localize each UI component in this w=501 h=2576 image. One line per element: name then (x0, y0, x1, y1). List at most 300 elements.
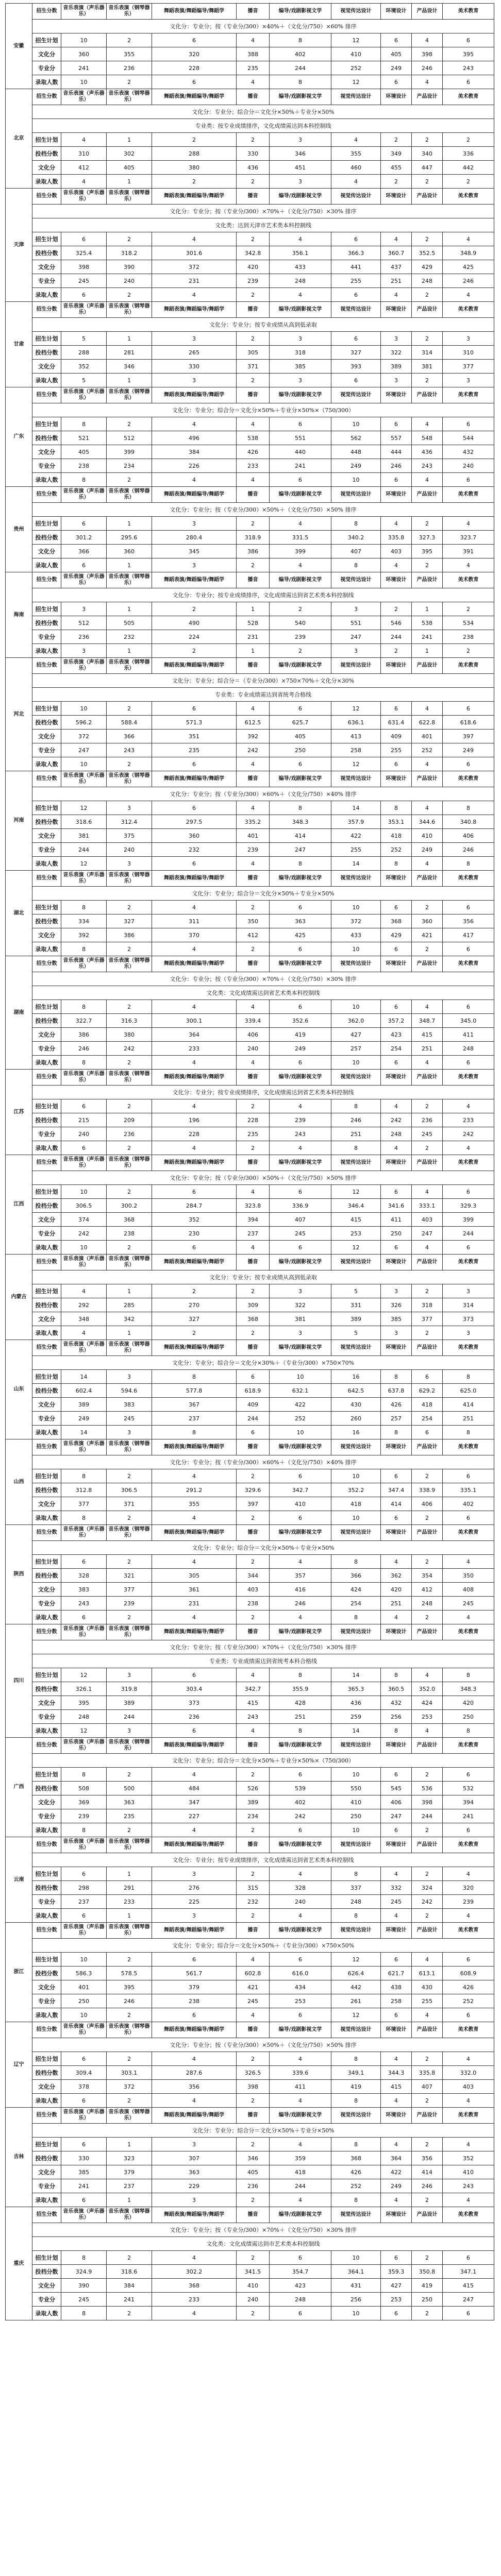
table-cell: 250 (270, 743, 331, 757)
table-cell: 357 (270, 1569, 331, 1583)
row-label: 招生计划 (32, 602, 61, 616)
table-cell: 2 (237, 332, 270, 346)
table-cell: 372 (331, 914, 381, 928)
row-label: 投档分数 (32, 616, 61, 630)
table-row (6, 1994, 494, 2008)
table-cell: 392 (61, 928, 107, 942)
row-label: 投档分数 (32, 2066, 61, 2080)
table-cell: 300.2 (107, 1199, 152, 1213)
table-row (6, 417, 494, 431)
table-cell: 561.7 (152, 1967, 237, 1980)
province-name: 辽宁 (6, 2022, 32, 2108)
row-label: 录取人数 (32, 757, 61, 771)
table-cell: 10 (61, 757, 107, 771)
table-cell: 4 (381, 1141, 412, 1155)
table-cell: 332 (381, 1881, 412, 1895)
table-cell: 8 (381, 1724, 412, 1738)
row-label: 招生计划 (32, 1555, 61, 1569)
table-cell: 330 (152, 360, 237, 374)
table-cell: 245 (107, 1412, 152, 1426)
table-row (6, 232, 494, 246)
table-cell: 12 (331, 1953, 381, 1967)
table-cell: 242 (412, 1895, 443, 1909)
column-header-b: 音乐表演（声乐器乐） (61, 1439, 107, 1455)
table-cell: 2 (152, 1326, 237, 1340)
table-cell: 415 (237, 1696, 270, 1710)
table-cell: 366 (331, 1569, 381, 1583)
table-cell: 6 (270, 2251, 331, 2265)
table-cell: 344.3 (381, 2066, 412, 2080)
table-cell: 6 (443, 33, 494, 47)
table-cell: 248 (443, 1042, 494, 1056)
table-cell: 6 (270, 1953, 331, 1967)
table-cell: 327.3 (412, 531, 443, 545)
table-cell: 4 (270, 2193, 331, 2207)
province-note-row (6, 688, 494, 702)
table-cell: 244 (237, 1412, 270, 1426)
table-cell: 2 (237, 2052, 270, 2066)
table-cell: 254 (381, 1042, 412, 1056)
table-cell: 2 (107, 757, 152, 771)
table-cell: 3 (107, 1370, 152, 1384)
table-cell: 4 (237, 1241, 270, 1255)
column-header-g: 视觉传达设计 (331, 1439, 381, 1455)
table-cell: 373 (152, 1696, 237, 1710)
table-cell: 436 (331, 1696, 381, 1710)
table-cell: 3 (107, 801, 152, 815)
table-cell: 300.1 (152, 1014, 237, 1028)
table-cell: 316.3 (107, 1014, 152, 1028)
row-label: 招生计划 (32, 332, 61, 346)
table-cell: 346.4 (331, 1199, 381, 1213)
table-cell: 4 (152, 1611, 237, 1624)
table-cell: 350.8 (412, 2265, 443, 2279)
table-cell: 3 (152, 1909, 237, 1923)
table-cell: 310 (61, 147, 107, 161)
table-cell: 392 (237, 730, 270, 743)
table-cell: 240 (237, 2293, 270, 2307)
row-label: 录取人数 (32, 1611, 61, 1624)
table-cell: 4 (270, 1909, 331, 1923)
table-cell: 323.8 (237, 1199, 270, 1213)
table-cell: 4 (412, 1668, 443, 1682)
table-cell: 255 (331, 843, 381, 857)
province-note: 文化分：专业分；按（专业分/300）×50%＋（文化分/750）×50% 排序 (32, 1171, 494, 1185)
table-cell: 196 (152, 1113, 237, 1127)
column-header-j: 美术教育 (443, 658, 494, 674)
table-cell: 544 (443, 431, 494, 445)
table-cell: 6 (443, 2251, 494, 2265)
table-cell: 4 (270, 1141, 331, 1155)
province-name: 云南 (6, 1837, 32, 1923)
column-header-g: 视觉传达设计 (331, 302, 381, 318)
table-cell: 318 (270, 346, 331, 360)
table-row (6, 1823, 494, 1837)
column-header-d: 舞蹈表演/舞蹈编导/舞蹈学 (152, 1155, 237, 1171)
province-name: 广东 (6, 387, 32, 487)
table-cell: 360.5 (381, 1682, 412, 1696)
table-cell: 251 (381, 274, 412, 288)
table-cell: 3 (443, 332, 494, 346)
table-cell: 255 (412, 1994, 443, 2008)
table-cell: 239 (443, 1895, 494, 1909)
table-cell: 4 (443, 2193, 494, 2207)
row-label: 招生计划 (32, 2251, 61, 2265)
table-cell: 551 (270, 431, 331, 445)
table-cell: 422 (270, 1398, 331, 1412)
row-label: 招生计划 (32, 33, 61, 47)
table-cell: 3 (152, 558, 237, 572)
column-header-h: 环境设计 (381, 89, 412, 105)
table-cell: 6 (61, 1611, 107, 1624)
province-note: 文化分：专业分；综合分＝（专业分/300）×750×70%＋文化分×30% (32, 674, 494, 688)
table-cell: 3 (61, 644, 107, 658)
table-cell: 6 (443, 942, 494, 956)
table-row (6, 288, 494, 302)
province-name: 江西 (6, 1155, 32, 1255)
table-cell: 8 (61, 1469, 107, 1483)
table-cell: 247 (412, 1227, 443, 1241)
column-header-g: 视觉传达设计 (331, 2207, 381, 2223)
table-cell: 380 (107, 1028, 152, 1042)
province-name: 河北 (6, 658, 32, 771)
table-row (6, 1042, 494, 1056)
province-header-row (6, 1070, 494, 1086)
table-cell: 500 (107, 1782, 152, 1795)
column-header-j: 美术教育 (443, 387, 494, 403)
column-header-e: 播音 (237, 302, 270, 318)
column-header-b: 音乐表演（声乐器乐） (61, 1738, 107, 1754)
table-row (6, 2165, 494, 2179)
table-row (6, 1326, 494, 1340)
table-cell: 4 (412, 1724, 443, 1738)
table-cell: 6 (270, 417, 331, 431)
province-header-row (6, 1624, 494, 1640)
column-header-f: 编导/戏剧影视文学 (270, 658, 331, 674)
province-note: 文化分：专业分；按专业成绩排序，文化成绩需达到省艺术类本科控制线 (32, 588, 494, 602)
row-label: 专业分 (32, 274, 61, 288)
table-cell: 410 (331, 1795, 381, 1809)
table-cell: 4 (237, 702, 270, 716)
province-note: 文化分：专业分；综合分＝文化分×50%＋专业分×50% (32, 1541, 494, 1555)
column-header-b: 音乐表演（声乐器乐） (61, 1624, 107, 1640)
table-cell: 237 (152, 1412, 237, 1426)
table-cell: 370 (152, 928, 237, 942)
row-label: 录取人数 (32, 644, 61, 658)
table-cell: 4 (152, 2307, 237, 2320)
table-cell: 8 (270, 75, 331, 89)
table-cell: 423 (381, 1028, 412, 1042)
table-cell: 6 (61, 517, 107, 531)
table-cell: 422 (381, 2165, 412, 2179)
table-row (6, 843, 494, 857)
table-cell: 321 (107, 1569, 152, 1583)
column-header-i: 产品设计 (412, 658, 443, 674)
table-cell: 338.9 (412, 1483, 443, 1497)
column-header-d: 舞蹈表演/舞蹈编导/舞蹈学 (152, 1738, 237, 1754)
column-header-h: 环境设计 (381, 1738, 412, 1754)
table-row (6, 133, 494, 147)
row-label: 文化分 (32, 1696, 61, 1710)
table-cell: 288 (152, 147, 237, 161)
province-header-row (6, 572, 494, 588)
table-cell: 14 (61, 1370, 107, 1384)
column-header-i: 产品设计 (412, 572, 443, 588)
table-cell: 2 (107, 417, 152, 431)
table-cell: 248 (270, 274, 331, 288)
column-header-g: 视觉传达设计 (331, 2022, 381, 2038)
column-header-c: 音乐表演（钢琴器乐） (107, 1070, 152, 1086)
table-cell: 534 (443, 616, 494, 630)
table-cell: 403 (443, 2080, 494, 2094)
table-row (6, 2279, 494, 2293)
table-cell: 245 (237, 1994, 270, 2008)
table-cell: 484 (152, 1782, 237, 1795)
table-cell: 632.1 (270, 1384, 331, 1398)
table-cell: 2 (237, 1768, 270, 1782)
column-header-e: 播音 (237, 1837, 270, 1853)
province-header-row (6, 871, 494, 887)
table-cell: 360 (61, 47, 107, 61)
province-note: 文化分：专业分；按（专业分/300）×70%＋（文化分/750）×30% 排序 (32, 1640, 494, 1654)
column-header-i: 产品设计 (412, 487, 443, 503)
province-note: 文化分：专业分；按（专业分/300）×50%＋（文化分/750）×50% 排序 (32, 2038, 494, 2052)
table-cell: 3 (331, 644, 381, 658)
table-row (6, 2080, 494, 2094)
table-cell: 6 (152, 801, 237, 815)
table-cell: 2 (107, 75, 152, 89)
table-cell: 4 (270, 232, 331, 246)
table-cell: 335.1 (443, 1483, 494, 1497)
table-cell: 380 (152, 161, 237, 175)
column-header-label: 招生分数 (32, 1837, 61, 1853)
column-header-g: 视觉传达设计 (331, 189, 381, 205)
row-label: 投档分数 (32, 147, 61, 161)
table-cell: 2 (107, 702, 152, 716)
row-label: 专业分 (32, 1895, 61, 1909)
table-cell: 426 (331, 2165, 381, 2179)
province-note: 文化分：专业分；综合分＝文化分×50%＋专业分×50%×（750/300） (32, 1754, 494, 1768)
column-header-h: 环境设计 (381, 658, 412, 674)
table-cell: 618.9 (237, 1384, 270, 1398)
table-row (6, 1469, 494, 1483)
table-cell: 364 (381, 2151, 412, 2165)
table-cell: 318.6 (61, 815, 107, 829)
column-header-h: 环境设计 (381, 487, 412, 503)
table-cell: 250 (331, 1809, 381, 1823)
row-label: 文化分 (32, 545, 61, 558)
province-header-row (6, 1439, 494, 1455)
table-cell: 6 (152, 1185, 237, 1199)
table-cell: 2 (107, 2094, 152, 2108)
table-cell: 245 (270, 1227, 331, 1241)
table-cell: 253 (270, 1994, 331, 2008)
table-cell: 305 (237, 346, 270, 360)
table-cell: 505 (107, 616, 152, 630)
province-note: 专业类：专业成绩需达到省统考本科合格线 (32, 1654, 494, 1668)
table-cell: 233 (107, 1895, 152, 1909)
column-header-j: 美术教育 (443, 1525, 494, 1541)
table-cell: 4 (412, 1953, 443, 1967)
table-cell: 4 (331, 175, 381, 189)
table-cell: 248 (331, 1895, 381, 1909)
province-note: 文化分：专业分；综合分＝文化分×50%＋专业分×50% (32, 2124, 494, 2138)
table-cell: 318 (412, 1298, 443, 1312)
table-cell: 2 (412, 288, 443, 302)
table-cell: 246 (443, 843, 494, 857)
table-cell: 327 (152, 1312, 237, 1326)
table-cell: 1 (107, 332, 152, 346)
column-header-d: 舞蹈表演/舞蹈编导/舞蹈学 (152, 2108, 237, 2124)
province-note-row (6, 2223, 494, 2237)
table-cell: 2 (412, 1511, 443, 1525)
column-header-label: 招生分数 (32, 2207, 61, 2223)
column-header-h: 环境设计 (381, 1340, 412, 1356)
table-cell: 389 (237, 1795, 270, 1809)
table-cell: 6 (381, 1511, 412, 1525)
table-cell: 356 (152, 2080, 237, 2094)
table-cell: 8 (61, 2307, 107, 2320)
table-cell: 368 (331, 2151, 381, 2165)
table-cell: 10 (61, 702, 107, 716)
column-header-b: 音乐表演（声乐器乐） (61, 89, 107, 105)
table-cell: 6 (270, 1768, 331, 1782)
table-row (6, 616, 494, 630)
table-cell: 233 (152, 2293, 237, 2307)
table-cell: 231 (152, 274, 237, 288)
table-cell: 259 (331, 1710, 381, 1724)
table-cell: 360 (412, 914, 443, 928)
column-header-b: 音乐表演（声乐器乐） (61, 1340, 107, 1356)
table-cell: 16 (331, 1426, 381, 1439)
column-header-h: 环境设计 (381, 572, 412, 588)
table-cell: 247 (381, 1809, 412, 1823)
column-header-i: 产品设计 (412, 771, 443, 787)
row-label: 文化分 (32, 2165, 61, 2179)
table-cell: 430 (331, 1398, 381, 1412)
province-note: 文化分：专业分；按专业成绩从高到低录取 (32, 318, 494, 332)
table-cell: 238 (61, 459, 107, 473)
table-cell: 3 (381, 1284, 412, 1298)
table-cell: 2 (237, 1611, 270, 1624)
row-label: 专业分 (32, 1994, 61, 2008)
table-cell: 2 (412, 175, 443, 189)
table-cell: 258 (331, 743, 381, 757)
table-cell: 6 (381, 473, 412, 487)
table-cell: 361 (152, 1583, 237, 1597)
table-cell: 228 (152, 61, 237, 75)
table-cell: 8 (331, 2193, 381, 2207)
column-header-d: 舞蹈表演/舞蹈编导/舞蹈学 (152, 658, 237, 674)
table-row (6, 2193, 494, 2207)
table-cell: 244 (270, 61, 331, 75)
table-cell: 6 (152, 857, 237, 871)
table-cell: 4 (331, 133, 381, 147)
table-cell: 2 (381, 175, 412, 189)
column-header-f: 编导/戏剧影视文学 (270, 302, 331, 318)
table-cell: 2 (237, 1469, 270, 1483)
table-cell: 239 (61, 1809, 107, 1823)
column-header-c: 音乐表演（钢琴器乐） (107, 1837, 152, 1853)
table-cell: 395 (61, 1696, 107, 1710)
province-note-row (6, 205, 494, 218)
table-cell: 412 (237, 928, 270, 942)
table-row (6, 1724, 494, 1738)
table-cell: 4 (152, 288, 237, 302)
province-header-row (6, 2022, 494, 2038)
table-cell: 586.3 (61, 1967, 107, 1980)
table-cell: 442 (443, 161, 494, 175)
table-cell: 232 (237, 1895, 270, 1909)
column-header-d: 舞蹈表演/舞蹈编导/舞蹈学 (152, 1340, 237, 1356)
table-cell: 398 (237, 2080, 270, 2094)
table-cell: 405 (107, 161, 152, 175)
column-header-d: 舞蹈表演/舞蹈编导/舞蹈学 (152, 572, 237, 588)
table-row (6, 374, 494, 387)
table-cell: 322.7 (61, 1014, 107, 1028)
column-header-j: 美术教育 (443, 1837, 494, 1853)
table-cell: 366 (61, 545, 107, 558)
row-label: 录取人数 (32, 1909, 61, 1923)
table-row (6, 829, 494, 843)
table-cell: 6 (381, 942, 412, 956)
table-cell: 2 (107, 33, 152, 47)
table-cell: 2 (412, 1555, 443, 1569)
table-cell: 4 (237, 1056, 270, 1070)
column-header-b: 音乐表演（声乐器乐） (61, 1837, 107, 1853)
column-header-i: 产品设计 (412, 1738, 443, 1754)
row-label: 文化分 (32, 1583, 61, 1597)
column-header-label: 招生分数 (32, 189, 61, 205)
table-cell: 8 (331, 1141, 381, 1155)
column-header-g: 视觉传达设计 (331, 1070, 381, 1086)
table-cell: 383 (107, 1398, 152, 1412)
table-cell: 5 (61, 374, 107, 387)
province-note: 文化分：专业分；按（专业分/300）×50%＋（文化分/750）×50% 排序 (32, 503, 494, 517)
table-cell: 239 (237, 843, 270, 857)
table-cell: 238 (237, 1597, 270, 1611)
province-note: 文化分：专业分；按（专业分/300）×40%＋（文化分/750）×60% 排序 (32, 20, 494, 33)
table-cell: 246 (443, 274, 494, 288)
table-cell: 5 (331, 1326, 381, 1340)
column-header-g: 视觉传达设计 (331, 1837, 381, 1853)
table-cell: 306.5 (61, 1199, 107, 1213)
table-cell: 2 (237, 2251, 270, 2265)
row-label: 专业分 (32, 1412, 61, 1426)
row-label: 招生计划 (32, 1469, 61, 1483)
column-header-g: 视觉传达设计 (331, 1923, 381, 1939)
province-name: 江苏 (6, 1070, 32, 1155)
table-cell: 327 (107, 914, 152, 928)
column-header-c: 音乐表演（钢琴器乐） (107, 2022, 152, 2038)
table-cell: 4 (270, 1099, 331, 1113)
column-header-label: 招生分数 (32, 1525, 61, 1541)
row-label: 录取人数 (32, 374, 61, 387)
column-header-h: 环境设计 (381, 1624, 412, 1640)
column-header-e: 播音 (237, 956, 270, 972)
table-cell: 326 (381, 1298, 412, 1312)
table-cell: 2 (412, 1823, 443, 1837)
column-header-c: 音乐表演（钢琴器乐） (107, 1155, 152, 1171)
table-cell: 1 (107, 1867, 152, 1881)
row-label: 投档分数 (32, 1967, 61, 1980)
table-cell: 4 (61, 1284, 107, 1298)
table-cell: 386 (237, 545, 270, 558)
column-header-i: 产品设计 (412, 189, 443, 205)
column-header-label: 招生分数 (32, 302, 61, 318)
table-cell: 10 (331, 2307, 381, 2320)
table-cell: 2 (237, 1909, 270, 1923)
